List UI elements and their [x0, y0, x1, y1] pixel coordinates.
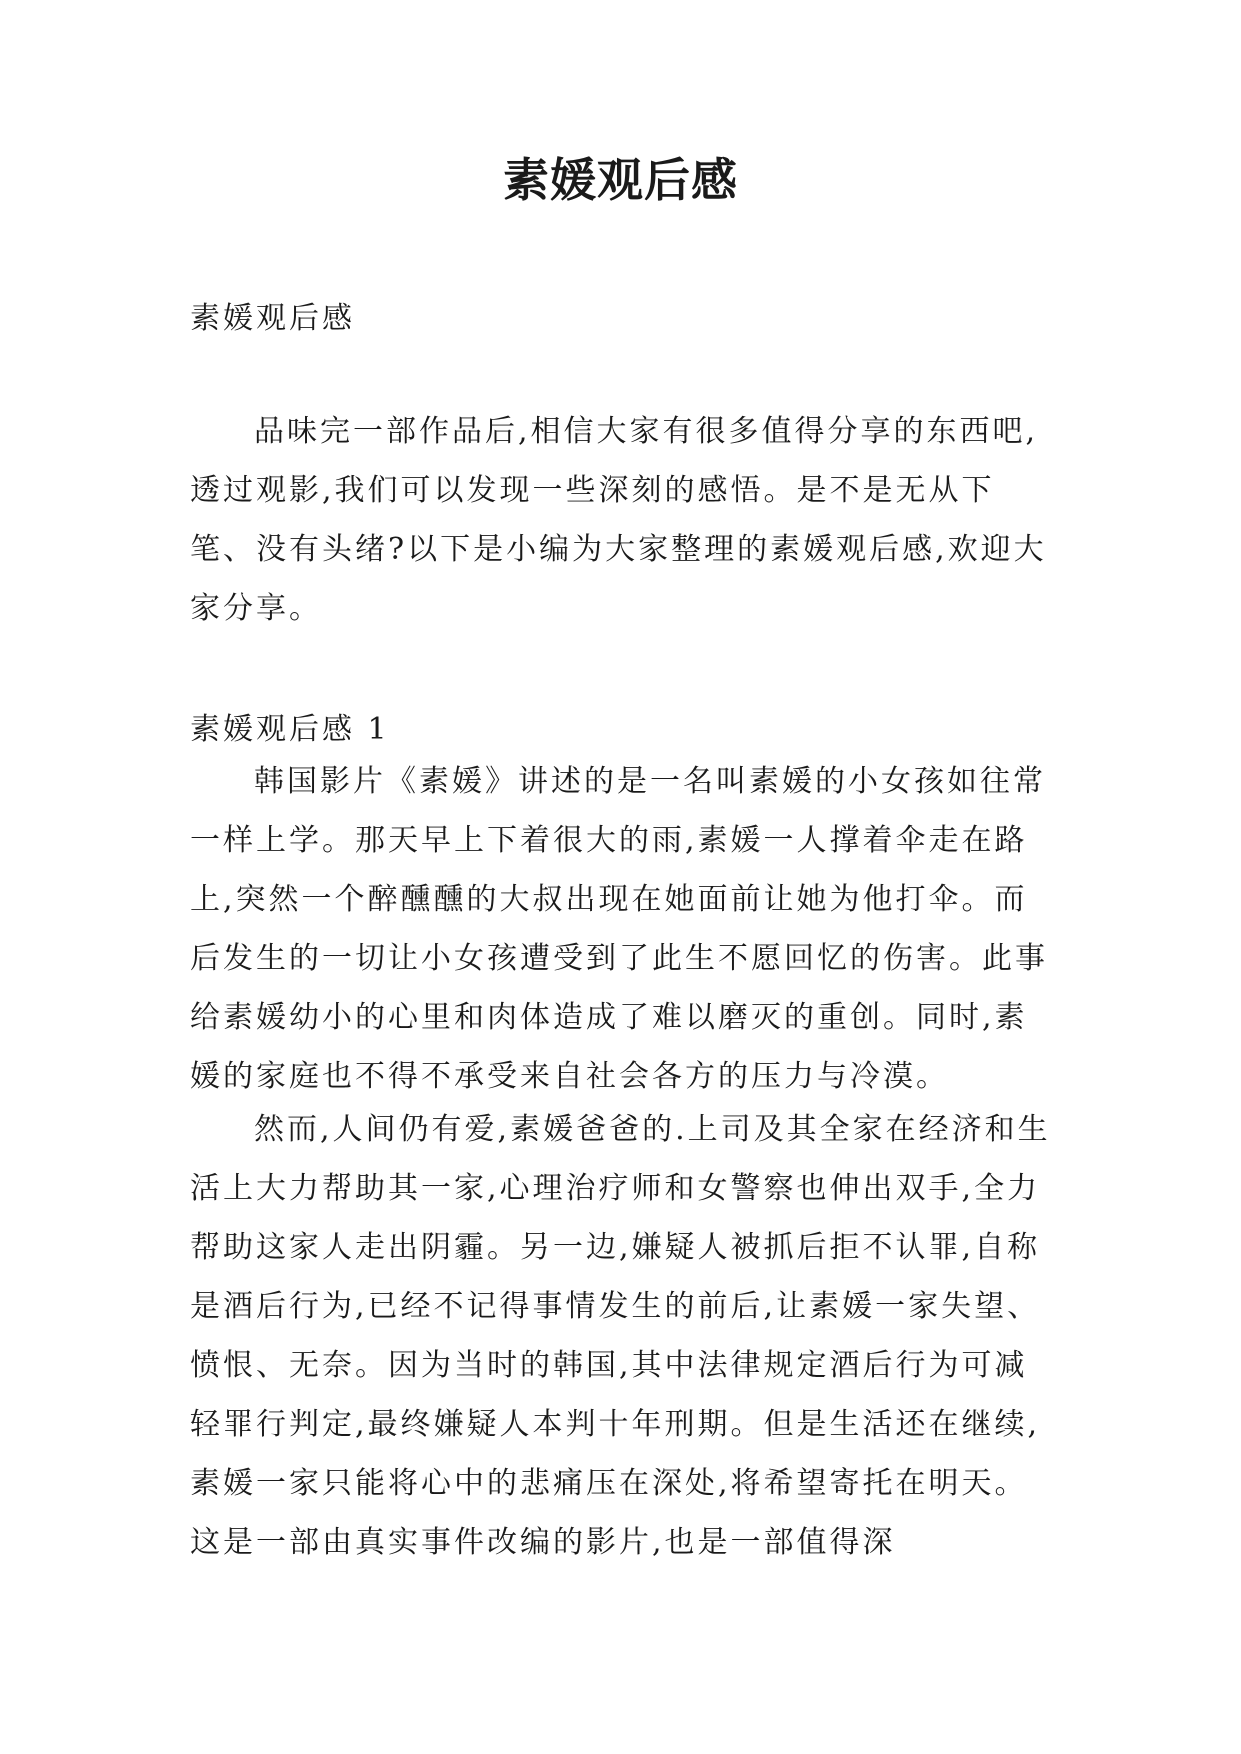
document-subtitle: 素媛观后感: [190, 301, 355, 336]
body-paragraph-2: 然而,人间仍有爱,素媛爸爸的.上司及其全家在经济和生活上大力帮助其一家,心理治疗师和女警察也伸出双手,全力帮助这家人走出阴霾。另一边,嫌疑人被抓后拒不认罪,自称是酒后行为,已经不记得事情发生的前后,让素媛一家失望、愤恨、无奈。因为当时的韩国,其中法律规定酒后行为可减轻罪行判定,最终嫌疑人本判十年刑期。但是生活还在继续,素媛一家只能将心中的悲痛压在深处,将希望寄托在明天。这是一部由真实事件改编的影片,也是一部值得深: [190, 1112, 1051, 1560]
intro-paragraph: 品味完一部作品后,相信大家有很多值得分享的东西吧,透过观影,我们可以发现一些深刻的感悟。是不是无从下笔、没有头绪?以下是小编为大家整理的素媛观后感,欢迎大家分享。: [190, 414, 1047, 626]
document-title: 素媛观后感: [503, 153, 738, 207]
section-heading: 素媛观后感 1: [190, 712, 390, 747]
body-paragraph-1: 韩国影片《素媛》讲述的是一名叫素媛的小女孩如往常一样上学。那天早上下着很大的雨,素媛一人撑着伞走在路上,突然一个醉醺醺的大叔出现在她面前让她为他打伞。而后发生的一切让小女孩遭受到了此生不愿回忆的伤害。此事给素媛幼小的心里和肉体造成了难以磨灭的重创。同时,素媛的家庭也不得不承受来自社会各方的压力与冷漠。: [190, 764, 1048, 1094]
